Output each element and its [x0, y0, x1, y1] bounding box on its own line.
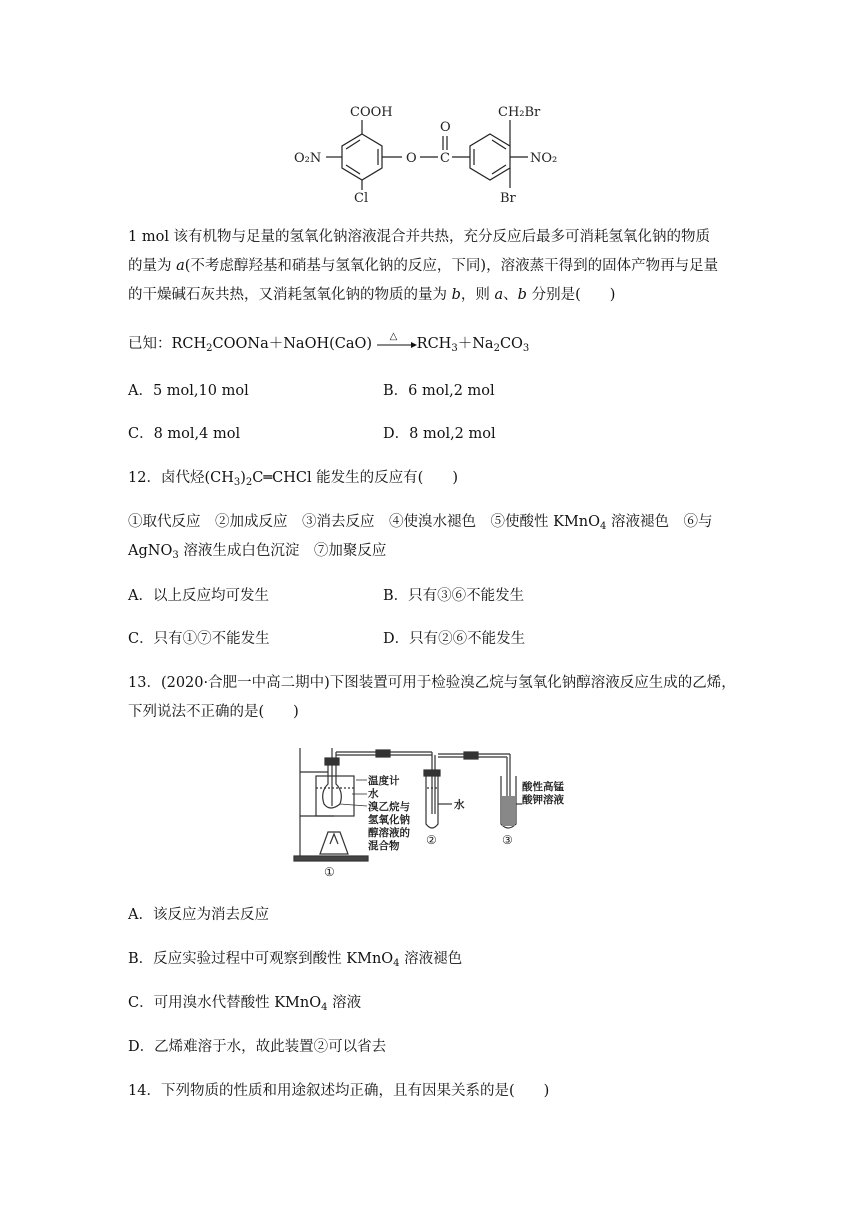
q11-sep: 、: [503, 287, 518, 303]
var-a-2: a: [494, 287, 504, 303]
mol-o2n: O₂N: [294, 151, 322, 166]
q11-line3: [128, 285, 615, 305]
q13-optC-sub: 4: [321, 1002, 328, 1013]
eq-sub4: 3: [522, 343, 530, 354]
q12-line2-pre: AgNO: [128, 543, 173, 559]
eq-prefix: 已知：RCH: [128, 336, 207, 352]
label-num-3: ③: [502, 833, 513, 847]
q13-option-c[interactable]: [128, 993, 361, 1013]
q11-option-c[interactable]: C．8 mol,4 mol: [128, 426, 241, 442]
label-water-tube: 水: [454, 799, 465, 811]
q13-option-d[interactable]: D．乙烯难溶于水，故此装置②可以省去: [128, 1039, 387, 1055]
q12-line1-pre: ①取代反应 ②加成反应 ③消去反应 ④使溴水褪色 ⑤使酸性 KMnO: [128, 514, 601, 530]
q14-stem: 14．下列物质的性质和用途叙述均正确，且有因果关系的是( ): [128, 1083, 550, 1099]
var-b-2: b: [517, 287, 527, 303]
q12-reactions-line2: [128, 541, 386, 561]
q12-reactions-line1: [128, 512, 713, 532]
q11-line2-pre: 的量为: [128, 258, 177, 274]
q11-option-a[interactable]: A．5 mol,10 mol: [128, 383, 249, 399]
q12-stem-post: C═CHCl 能发生的反应有( ): [252, 470, 458, 486]
q12-option-c[interactable]: C．只有①⑦不能发生: [128, 631, 270, 647]
mol-no2: NO₂: [530, 151, 558, 166]
label-mixture-2: 氢氧化钠: [368, 814, 410, 826]
q13-stem-line2: 下列说法不正确的是( ): [128, 704, 299, 720]
q11-line3-mid: ，则: [460, 287, 495, 303]
label-mixture-1: 溴乙烷与: [368, 801, 410, 813]
mol-br: Br: [500, 191, 516, 206]
molecule-structure: [280, 96, 590, 208]
label-num-2: ②: [426, 833, 437, 847]
q11-known-equation: [128, 331, 530, 354]
heat-symbol: △: [389, 331, 398, 342]
q13-option-b[interactable]: [128, 949, 462, 969]
q12-option-b[interactable]: B．只有③⑥不能发生: [383, 588, 525, 604]
mol-o-ester: O: [406, 151, 417, 166]
q13-optB-post: 溶液褪色: [399, 951, 463, 967]
q12-line2-sub: 3: [172, 550, 179, 561]
q12-stem-mid: ): [240, 470, 246, 486]
label-water-bath: 水: [368, 788, 379, 800]
var-b: b: [451, 287, 461, 303]
mol-ch2br: CH₂Br: [498, 105, 541, 120]
q12-line2-post: 溶液生成白色沉淀 ⑦加聚反应: [178, 543, 387, 559]
q13-optB-pre: B．反应实验过程中可观察到酸性 KMnO: [128, 951, 394, 967]
var-a: a: [176, 258, 185, 274]
q12-line1-post: 溶液褪色 ⑥与: [606, 514, 713, 530]
q12-stem-sub2: 2: [245, 477, 253, 488]
mol-cooh: COOH: [350, 105, 393, 120]
label-mixture-4: 混合物: [368, 840, 400, 852]
eq-prod: RCH: [416, 336, 452, 352]
arrow-icon: [377, 340, 417, 350]
q11-line3-pre: 的干燥碱石灰共热，又消耗氢氧化钠的物质的量为: [128, 287, 452, 303]
mol-c: C: [440, 151, 450, 166]
q13-optC-post: 溶液: [327, 995, 362, 1011]
q12-stem-pre: 12．卤代烃(CH: [128, 470, 234, 486]
eq-mid: COONa＋NaOH(CaO): [212, 336, 373, 352]
heat-arrow: [377, 331, 417, 351]
q13-option-a[interactable]: A．该反应为消去反应: [128, 907, 269, 923]
label-kmno4-2: 酸钾溶液: [522, 794, 564, 806]
eq-sub3: 2: [493, 343, 500, 354]
eq-sub2: 3: [451, 343, 458, 354]
q11-line1: 1 mol 该有机物与足量的氢氧化钠溶液混合并共热，充分反应后最多可消耗氢氧化钠的物质: [128, 229, 711, 245]
label-thermometer: 温度计: [368, 775, 400, 787]
q12-stem-sub1: 3: [233, 477, 241, 488]
eq-plus: ＋Na: [457, 336, 494, 352]
q11-line2-post: (不考虑醇羟基和硝基与氢氧化钠的反应，下同)，溶液蒸干得到的固体产物再与足量: [184, 258, 719, 274]
q12-stem: [128, 468, 458, 488]
eq-co: CO: [499, 336, 523, 352]
q11-option-b[interactable]: B．6 mol,2 mol: [383, 383, 495, 399]
q12-option-a[interactable]: A．以上反应均可发生: [128, 588, 269, 604]
apparatus-figure: [290, 744, 580, 882]
label-mixture-3: 醇溶液的: [368, 827, 410, 839]
label-kmno4-1: 酸性高锰: [522, 781, 564, 793]
q11-option-d[interactable]: D．8 mol,2 mol: [383, 426, 496, 442]
mol-cl: Cl: [354, 191, 369, 206]
q13-optC-pre: C．可用溴水代替酸性 KMnO: [128, 995, 322, 1011]
q11-line3-post: 分别是( ): [526, 287, 616, 303]
mol-o-carbonyl: O: [440, 120, 451, 135]
q13-optB-sub: 4: [393, 958, 400, 969]
q12-option-d[interactable]: D．只有②⑥不能发生: [383, 631, 526, 647]
q11-line2: [128, 256, 718, 276]
q12-line1-sub: 4: [600, 521, 607, 532]
q13-stem-line1: 13．(2020·合肥一中高二期中)下图装置可用于检验溴乙烷与氢氧化钠醇溶液反应生成的乙烯，: [128, 675, 736, 691]
eq-sub1: 2: [206, 343, 213, 354]
label-num-1: ①: [324, 865, 335, 879]
